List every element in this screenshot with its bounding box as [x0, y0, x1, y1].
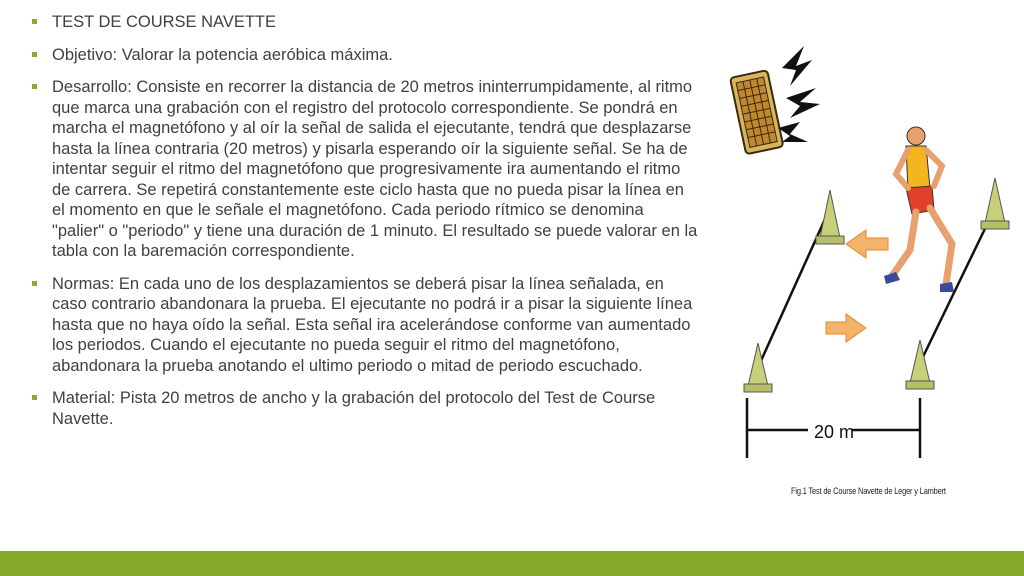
bullet-text: Material: Pista 20 metros de ancho y la grabación del protocolo del Test de Course Navette. [52, 389, 656, 428]
sound-signal-icon [778, 46, 820, 142]
arrow-right-icon [826, 314, 866, 342]
track-lines [760, 208, 995, 363]
bullet-marker [32, 19, 37, 24]
bullet-marker [32, 52, 37, 57]
bullet-text: TEST DE COURSE NAVETTE [52, 13, 277, 31]
bullet-desarrollo [30, 77, 698, 262]
runner-figure [884, 127, 954, 292]
footer-accent-bar [0, 551, 1024, 576]
bullet-title [30, 12, 698, 33]
bullet-text: Objetivo: Valorar la potencia aeróbica máxima. [52, 45, 393, 64]
tape-recorder-icon [730, 70, 783, 154]
bullet-objetivo [30, 45, 698, 66]
bullet-marker [32, 84, 37, 89]
distance-label: 20 m [814, 422, 855, 442]
cone-icon [981, 178, 1009, 229]
cone-icon [816, 190, 844, 244]
figure-caption: Fig.1 Test de Course Navette de Leger y Lambert [791, 486, 946, 497]
course-navette-figure [720, 38, 1020, 508]
arrow-left-icon [846, 230, 888, 258]
bullet-list [30, 12, 698, 441]
bullet-text: Desarrollo: Consiste en recorrer la distancia de 20 metros ininterrumpidamente, al ritmo que marca una grabación con el registro del protocolo correspondiente. Se pondrá en marcha el magnetófono y al oír la señal de salida el ejecutante, tendrá que desplazarse hasta la línea contraria (20 metros) y pisarla esperando oír la siguiente señal. Se ha de intentar seguir el ritmo del magnetófono que progresivamente ira aumentando el ritmo de carrera. Se repetirá constantemente este ciclo hasta que no pueda pisar la línea en el momento en que le señale el magnetófono. Cada periodo rítmico se denomina "palier" o "periodo" y tiene una duración de 1 minuto. El resultado se puede valorar en la tabla con la baremación correspondiente. [52, 78, 698, 260]
bullet-material [30, 388, 698, 429]
bullet-marker [32, 395, 37, 400]
bullet-normas [30, 274, 698, 377]
bullet-text: Normas: En cada uno de los desplazamientos se deberá pisar la línea señalada, en caso contrario abandonara la prueba. El ejecutante no podrá ir a pisar la siguiente línea hasta que no haya oído la señal. Esta señal ira acelerándose conforme van aumentado los periodos. Cuando el ejecutante no pueda seguir el ritmo del magnetófono, abandonara la prueba anotando el ultimo periodo o mitad de periodo escuchado. [52, 274, 693, 375]
bullet-marker [32, 281, 37, 286]
cone-icon [906, 340, 934, 389]
cone-icon [744, 343, 772, 392]
